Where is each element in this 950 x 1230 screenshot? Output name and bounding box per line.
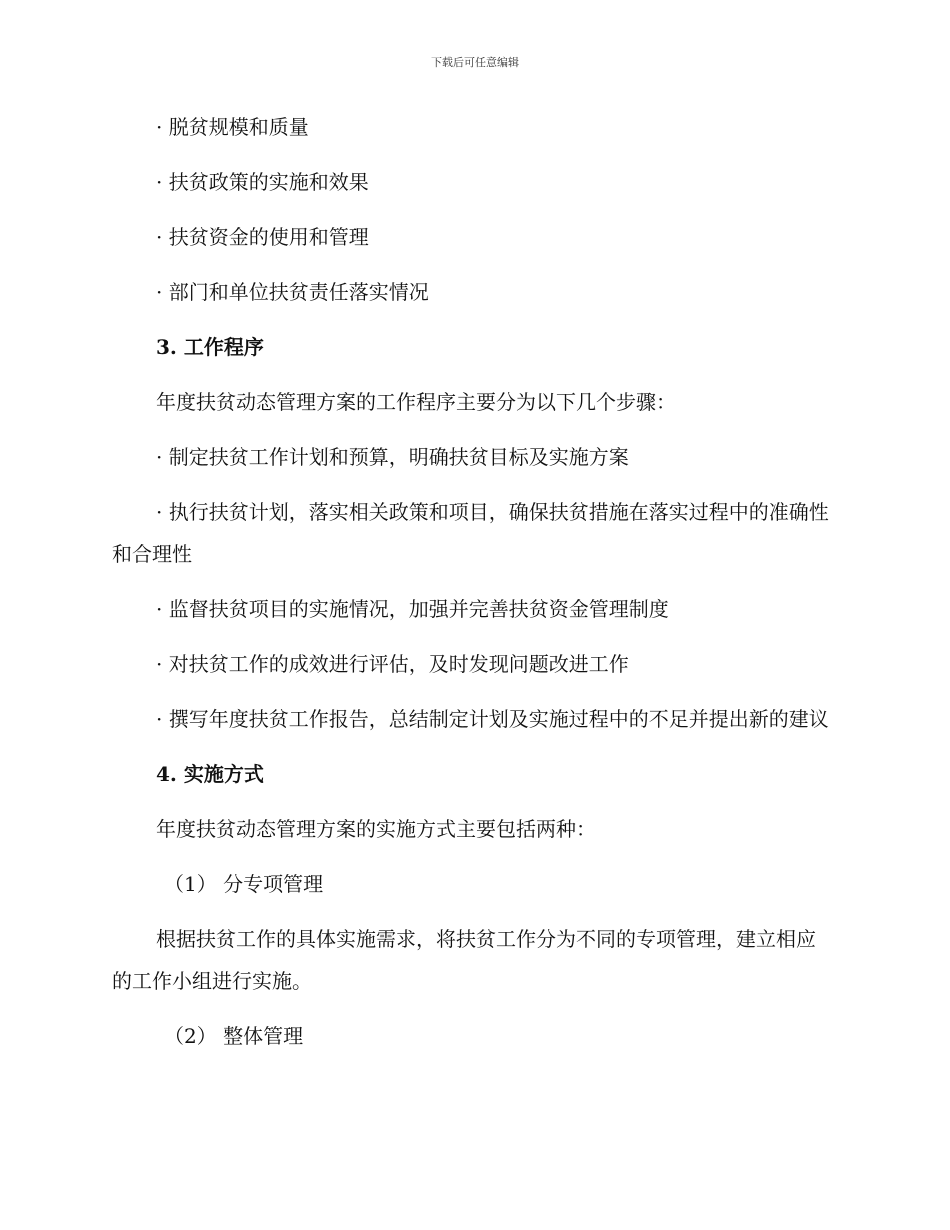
- procedure-step: · 对扶贫工作的成效进行评估，及时发现问题改进工作: [156, 652, 629, 676]
- bullet-item: · 脱贫规模和质量: [156, 115, 309, 139]
- procedure-step: · 制定扶贫工作计划和预算，明确扶贫目标及实施方案: [156, 445, 629, 469]
- bullet-item: · 部门和单位扶贫责任落实情况: [156, 280, 429, 304]
- section-intro-4: 年度扶贫动态管理方案的实施方式主要包括两种：: [156, 817, 596, 841]
- subsection-title: （2） 整体管理: [164, 1024, 304, 1048]
- procedure-step: · 执行扶贫计划，落实相关政策和项目，确保扶贫措施在落实过程中的准确性和合理性: [112, 500, 829, 566]
- procedure-step: · 监督扶贫项目的实施情况，加强并完善扶贫资金管理制度: [156, 597, 669, 621]
- procedure-step: · 撰写年度扶贫工作报告，总结制定计划及实施过程中的不足并提出新的建议: [156, 707, 829, 731]
- page-header: 下载后可任意编辑: [431, 56, 519, 69]
- bullet-item: · 扶贫政策的实施和效果: [156, 170, 369, 194]
- section-heading-3: 3. 工作程序: [156, 335, 264, 359]
- subsection-title: （1） 分专项管理: [164, 872, 324, 896]
- bullet-item: · 扶贫资金的使用和管理: [156, 225, 369, 249]
- section-heading-4: 4. 实施方式: [156, 762, 264, 786]
- section-intro-3: 年度扶贫动态管理方案的工作程序主要分为以下几个步骤：: [156, 390, 676, 414]
- document-body: [112, 106, 832, 1057]
- subsection-text: 根据扶贫工作的具体实施需求，将扶贫工作分为不同的专项管理，建立相应的工作小组进行实施。: [112, 927, 816, 993]
